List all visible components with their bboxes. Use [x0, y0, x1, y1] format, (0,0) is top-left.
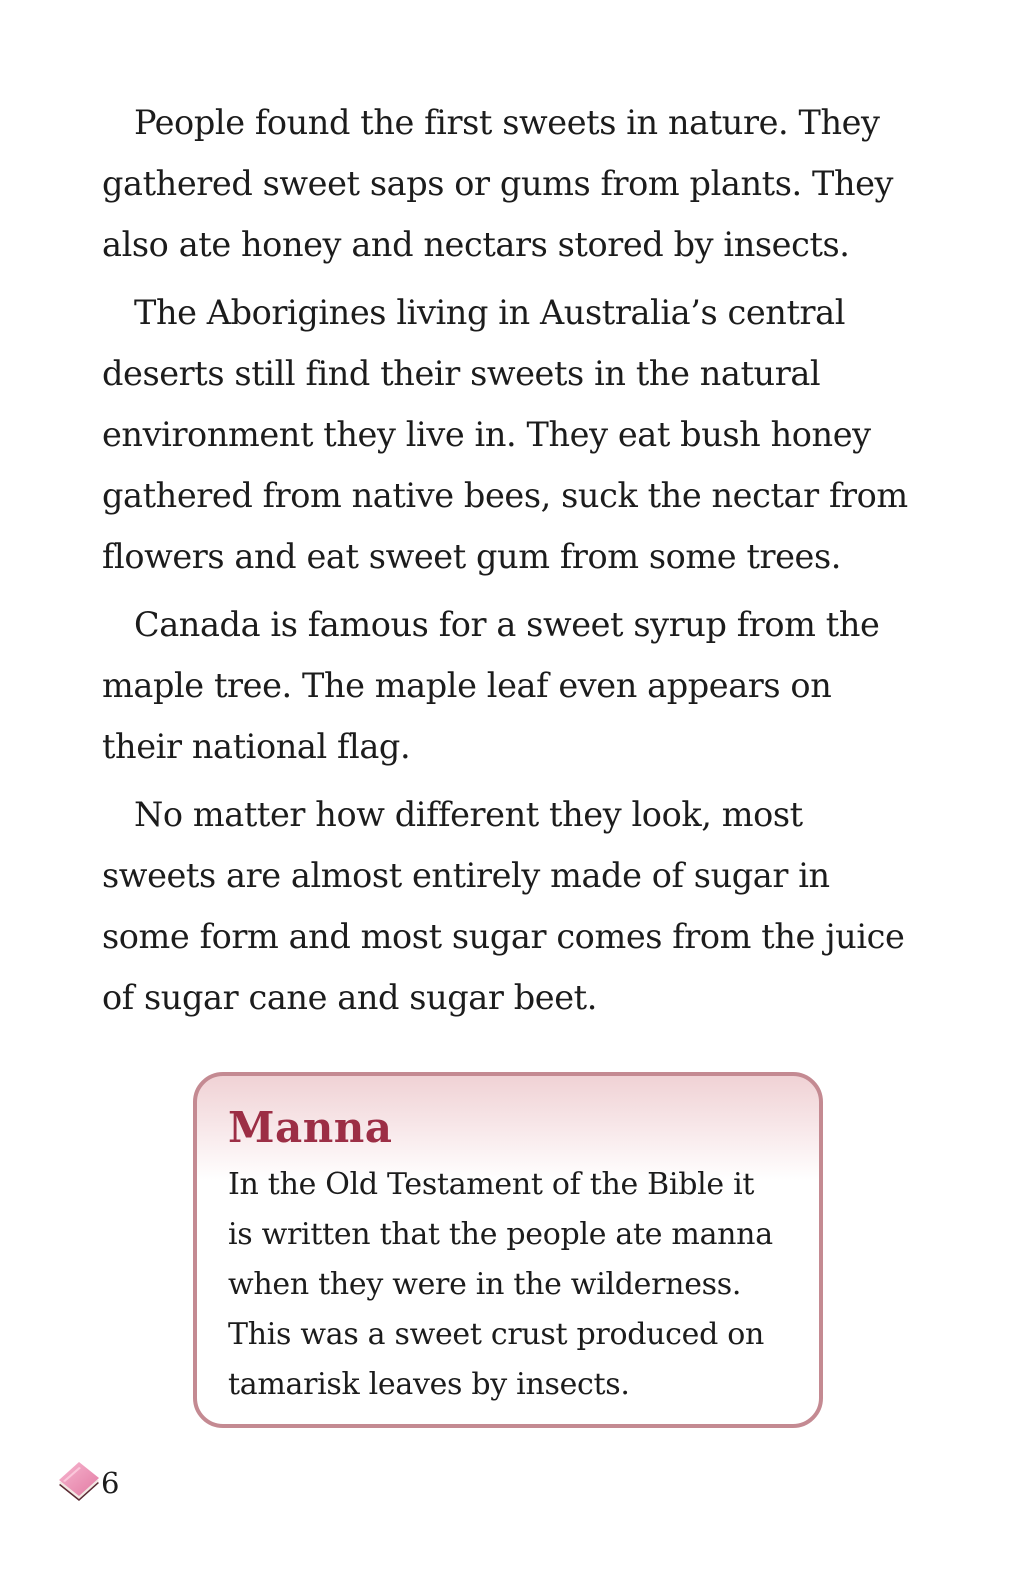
text-line: their national flag. — [102, 727, 411, 766]
text-line: sweets are almost entirely made of sugar in — [102, 856, 830, 895]
sidebar-body — [228, 1160, 789, 1410]
text-line: flowers and eat sweet gum from some trees. — [102, 537, 842, 576]
text-line: some form and most sugar comes from the juice — [102, 917, 905, 956]
main-text — [102, 92, 932, 1035]
text-line: maple tree. The maple leaf even appears on — [102, 666, 832, 705]
text-line: also ate honey and nectars stored by insects. — [102, 225, 850, 264]
text-line: of sugar cane and sugar beet. — [102, 978, 597, 1017]
paragraph-canada — [102, 594, 932, 777]
paragraph-sugar — [102, 784, 932, 1028]
text-line: deserts still find their sweets in the natural — [102, 354, 821, 393]
sidebar-line: This was a sweet crust produced on — [228, 1317, 765, 1352]
sidebar-line: tamarisk leaves by insects. — [228, 1367, 630, 1402]
sidebar-title: Manna — [228, 1103, 393, 1152]
text-line: gathered from native bees, suck the nectar from — [102, 476, 908, 515]
text-line: People found the first sweets in nature. They — [134, 103, 880, 142]
text-line: gathered sweet saps or gums from plants. They — [102, 164, 894, 203]
sidebar-line: is written that the people ate manna — [228, 1217, 773, 1252]
pink-book-icon — [55, 1459, 103, 1507]
paragraph-first-sweets — [102, 92, 932, 275]
sidebar-line: when they were in the wilderness. — [228, 1267, 742, 1302]
sidebar-line: In the Old Testament of the Bible it — [228, 1167, 755, 1202]
text-line: environment they live in. They eat bush honey — [102, 415, 871, 454]
paragraph-aborigines — [102, 282, 932, 587]
page-number: 6 — [101, 1466, 120, 1500]
text-line: No matter how different they look, most — [134, 795, 803, 834]
page-footer — [55, 1458, 119, 1508]
text-line: The Aborigines living in Australia’s central — [134, 293, 846, 332]
text-line: Canada is famous for a sweet syrup from the — [134, 605, 880, 644]
manna-sidebar-box — [193, 1072, 823, 1428]
